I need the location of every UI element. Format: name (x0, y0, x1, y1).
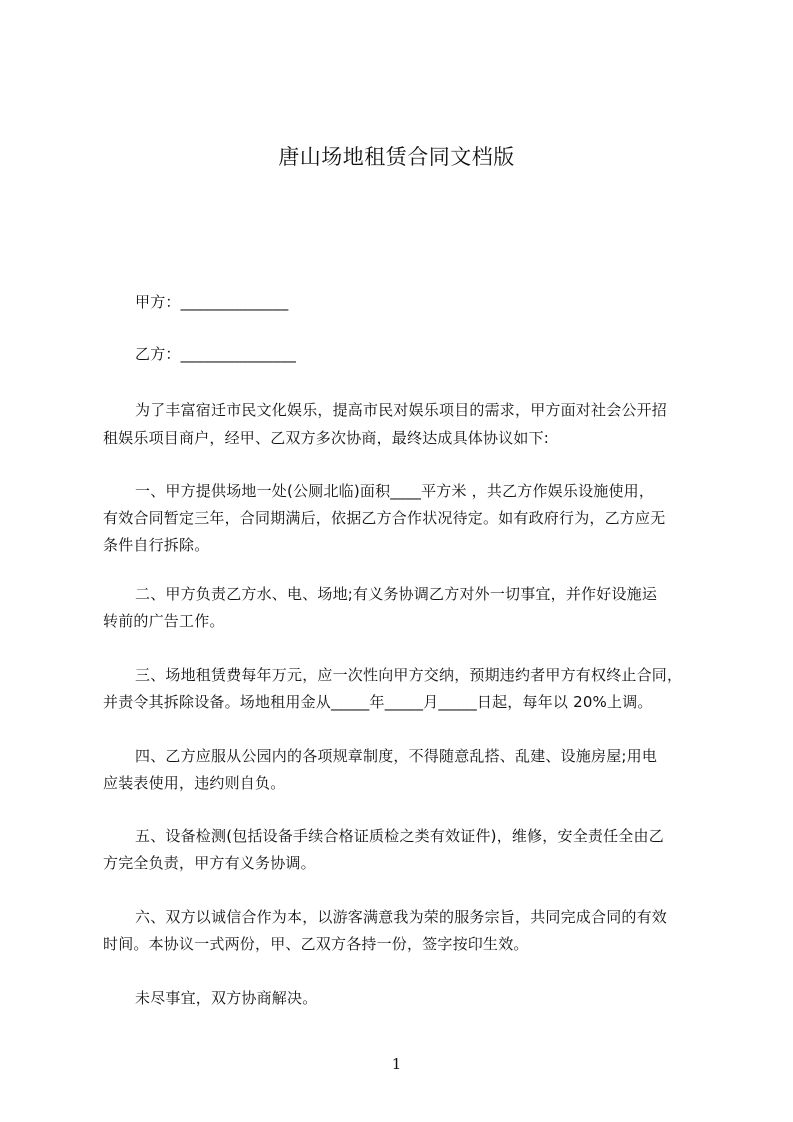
clause-5-line-2: 方完全负责，甲方有义务协调。 (103, 854, 316, 872)
clause-6-line-1: 六、双方以诚信合作为本，以游客满意我为荣的服务宗旨，共同完成合同的有效 (135, 908, 668, 926)
clause-3-line-1: 三、场地租赁费每年万元，应一次性向甲方交纳，预期违约者甲方有权终止合同， (135, 666, 683, 684)
clause-5-line-1: 五、设备检测(包括设备手续合格证质检之类有效证件)，维修，安全责任全由乙 (135, 827, 664, 845)
clause-1-line-1: 一、甲方提供场地一处(公厕北临)面积____平方米 ，共乙方作娱乐设施使用， (135, 482, 655, 500)
clause-4-line-2: 应装表使用，违约则自负。 (103, 774, 286, 792)
intro-line-1: 为了丰富宿迁市民文化娱乐，提高市民对娱乐项目的需求，甲方面对社会公开招 (135, 401, 668, 419)
closing-line: 未尽事宜，双方协商解决。 (135, 989, 318, 1007)
clause-1-line-3: 条件自行拆除。 (103, 536, 210, 554)
clause-6-line-2: 时间。本协议一式两份，甲、乙双方各持一份，签字按印生效。 (103, 935, 529, 953)
clause-3-line-2: 并责令其拆除设备。场地租用金从_____年_____月_____日起，每年以 20%上调。 (103, 693, 653, 711)
clause-2-line-2: 转前的广告工作。 (103, 612, 225, 630)
party-a-line: 甲方：______________ (135, 293, 289, 311)
party-b-line: 乙方：_______________ (135, 345, 297, 363)
intro-line-2: 租娱乐项目商户，经甲、乙双方多次协商，最终达成具体协议如下: (103, 429, 550, 447)
clause-4-line-1: 四、乙方应服从公园内的各项规章制度，不得随意乱搭、乱建、设施房屋;用电 (135, 747, 658, 765)
clause-1-line-2: 有效合同暂定三年，合同期满后，依据乙方合作状况待定。如有政府行为，乙方应无 (103, 509, 666, 527)
clause-2-line-1: 二、甲方负责乙方水、电、场地;有义务协调乙方对外一切事宜，并作好设施运 (135, 585, 658, 603)
page-number: 1 (391, 1055, 402, 1073)
document-title: 唐山场地租赁合同文档版 (278, 145, 515, 169)
